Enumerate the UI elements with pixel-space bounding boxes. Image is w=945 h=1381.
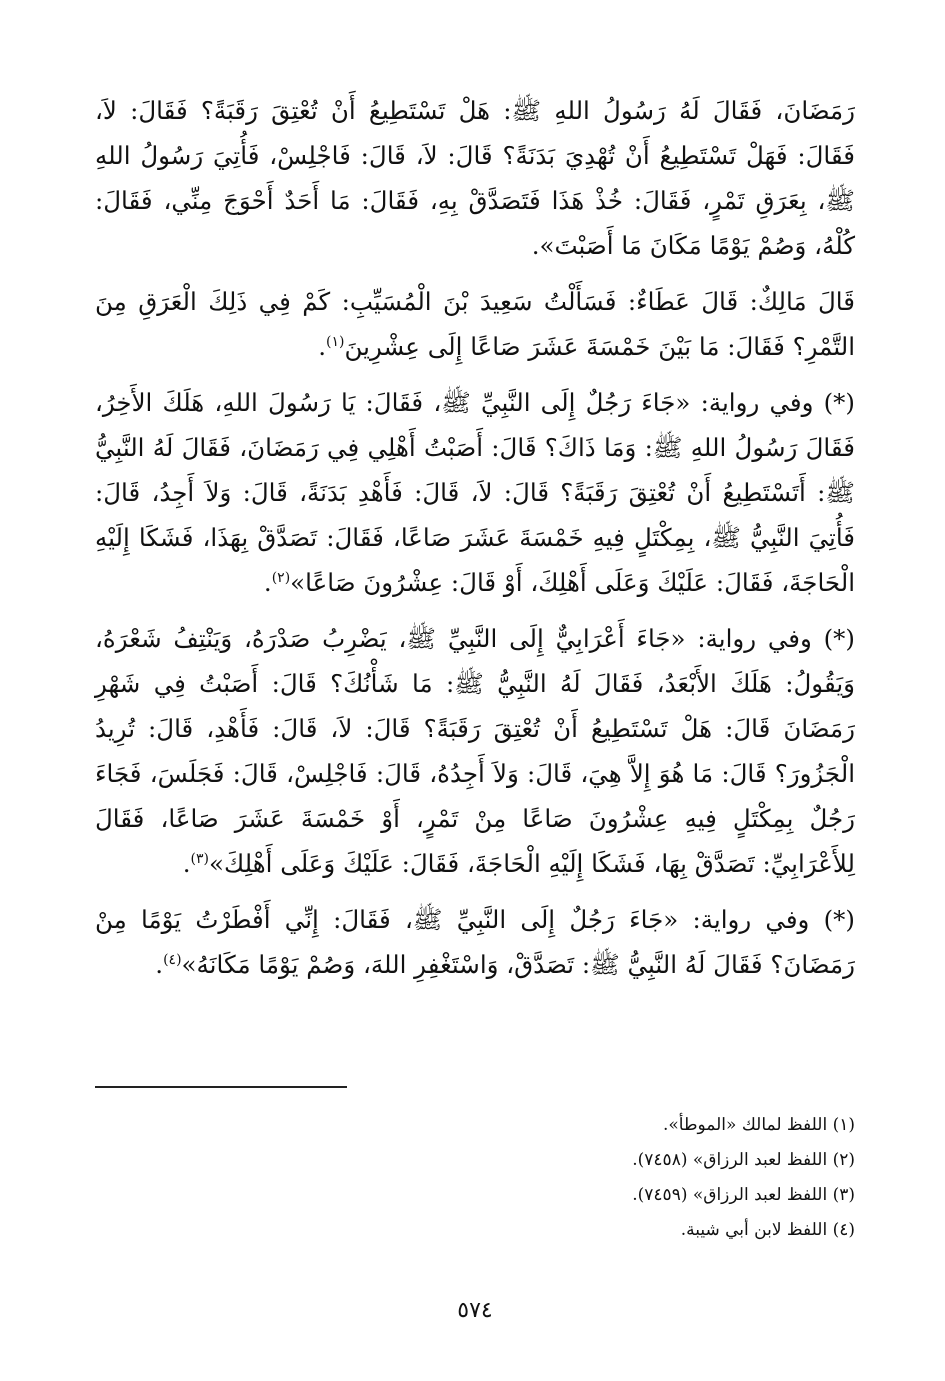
paragraph-tail: . — [318, 332, 326, 361]
paragraph-text: رَمَضَانَ، فَقَالَ لَهُ رَسُولُ اللهِ ﷺ: هَلْ تَسْتَطِيعُ أَنْ تُعْتِقَ رَقَبَةً؟ فَقَالَ: لاَ، فَقَالَ: فَهَلْ تَسْتَطِيعُ أَنْ تُهْدِيَ بَدَنَةً؟ قَالَ: لاَ، قَالَ: فَاجْلِسْ، فَأُتِيَ رَسُولُ اللهِ ﷺ، بِعَرَقِ تَمْرٍ، فَقَالَ: خُذْ هَذَا فَتَصَدَّقْ بِهِ، فَقَالَ: مَا أَحَدٌ أَحْوَجَ مِنِّي، فَقَالَ: كُلْهُ، وَصُمْ يَوْمًا مَكَانَ مَا أَصَبْتَ». — [95, 96, 855, 260]
footnote-separator — [95, 1086, 347, 1088]
paragraph-tail: . — [263, 568, 272, 597]
paragraph-text: (*) وفي رواية: «جَاءَ أَعْرَابِيٌّ إِلَى النَّبِيِّ ﷺ، يَضْرِبُ صَدْرَهُ، وَيَنْتِفُ شَعْرَهُ، وَيَقُولُ: هَلَكَ الأَبْعَدُ، فَقَالَ لَهُ النَّبِيُّ ﷺ: مَا شَأْنُكَ؟ قَالَ: أَصَبْتُ فِي شَهْرِ رَمَضَانَ قَالَ: هَلْ تَسْتَطِيعُ أَنْ تُعْتِقَ رَقَبَةً؟ قَالَ: لاَ، قَالَ: فَأَهْدِ، قَالَ: تُرِيدُ الْجَزُورَ؟ قَالَ: مَا هُوَ إِلاَّ هِيَ، قَالَ: وَلاَ أَجِدُهُ، قَالَ: فَاجْلِسْ، قَالَ: فَجَلَسَ، فَجَاءَ رَجُلٌ بِمِكْتَلٍ فِيهِ عِشْرُونَ صَاعًا مِنْ تَمْرٍ، أَوْ خَمْسَةَ عَشَرَ صَاعًا، فَقَالَ لِلأَعْرَابِيِّ: تَصَدَّقْ بِهَا، فَشَكَا إِلَيْهِ الْحَاجَةَ، فَقَالَ: عَلَيْكَ وَعَلَى أَهْلِكَ» — [95, 624, 855, 878]
footnote-4: (٤) اللفظ لابن أبي شيبة. — [680, 1220, 855, 1240]
paragraph-text: (*) وفي رواية: «جَاءَ رَجُلٌ إِلَى النَّبِيِّ ﷺ، فَقَالَ: يَا رَسُولَ اللهِ، هَلَكَ الأَخِرُ، فَقَالَ رَسُولُ اللهِ ﷺ: وَمَا ذَاكَ؟ قَالَ: أَصَبْتُ أَهْلِي فِي رَمَضَانَ، فَقَالَ لَهُ النَّبِيُّ ﷺ: أَتَسْتَطِيعُ أَنْ تُعْتِقَ رَقَبَةً؟ قَالَ: لاَ، قَالَ: فَأَهْدِ بَدَنَةً، قَالَ: وَلاَ أَجِدُ، قَالَ: فَأُتِيَ النَّبِيُّ ﷺ، بِمِكْتَلٍ فِيهِ خَمْسَةَ عَشَرَ صَاعًا، فَقَالَ: تَصَدَّقْ بِهَذَا، فَشَكَا إِلَيْهِ الْحَاجَةَ، فَقَالَ: عَلَيْكَ وَعَلَى أَهْلِكَ، أَوْ قَالَ: عِشْرُونَ صَاعًا» — [95, 388, 855, 597]
body-paragraph-4 — [95, 616, 855, 886]
body-paragraph-5 — [95, 897, 855, 987]
footnote-reference[interactable]: (١) — [326, 333, 345, 350]
paragraph-text: قَالَ مَالِكٌ: قَالَ عَطَاءٌ: فَسَأَلْتُ سَعِيدَ بْنَ الْمُسَيِّبِ: كَمْ فِي ذَلِكَ الْعَرَقِ مِنَ التَّمْرِ؟ فَقَالَ: مَا بَيْنَ خَمْسَةَ عَشَرَ صَاعًا إِلَى عِشْرِينَ — [95, 287, 855, 361]
footnote-reference[interactable]: (٢) — [271, 569, 291, 586]
footnote-1: (١) اللفظ لمالك «الموطأ». — [662, 1115, 855, 1135]
page-body — [95, 88, 855, 1323]
body-paragraph-2 — [95, 279, 855, 369]
footnote-reference[interactable]: (٣) — [190, 850, 210, 867]
paragraph-tail: . — [155, 950, 164, 979]
body-paragraph-3 — [95, 380, 855, 605]
footnote-2: (٢) اللفظ لعبد الرزاق» (٧٤٥٨). — [632, 1150, 855, 1170]
paragraph-text: (*) وفي رواية: «جَاءَ رَجُلٌ إِلَى النَّبِيِّ ﷺ، فَقَالَ: إِنِّي أَفْطَرْتُ يَوْمًا مِنْ رَمَضَانَ؟ فَقَالَ لَهُ النَّبِيُّ ﷺ: تَصَدَّقْ، وَاسْتَغْفِرِ اللهَ، وَصُمْ يَوْمًا مَكَانَهُ» — [95, 905, 855, 979]
footnote-reference[interactable]: (٤) — [163, 951, 182, 968]
footnote-3: (٣) اللفظ لعبد الرزاق» (٧٤٥٩). — [632, 1185, 855, 1205]
paragraph-tail: . — [182, 849, 191, 878]
body-paragraph-1 — [95, 88, 855, 268]
footnotes — [95, 1108, 855, 1248]
page-number: ٥٧٤ — [457, 1298, 493, 1323]
